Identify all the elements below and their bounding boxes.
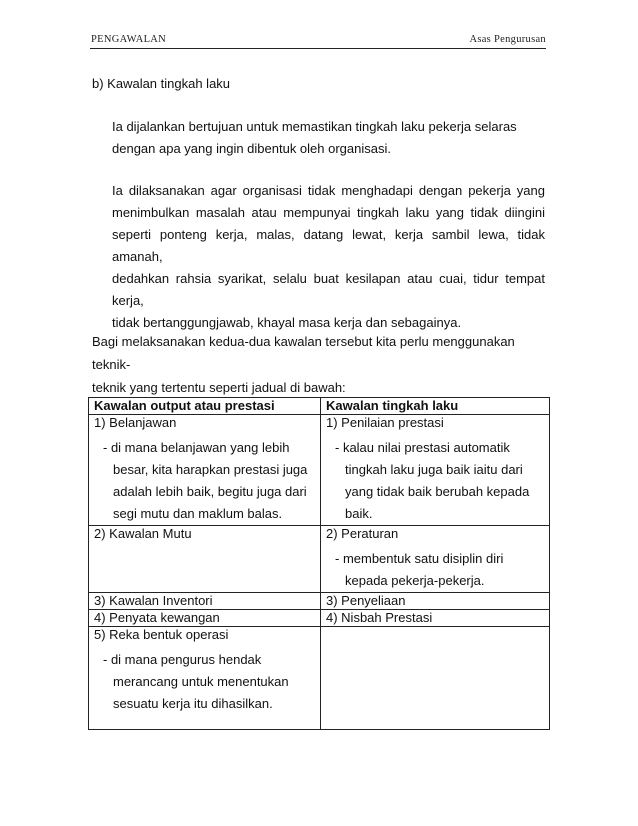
cell-detail xyxy=(326,437,549,525)
paragraph-3 xyxy=(92,330,547,399)
cell-line: sesuatu kerja itu dihasilkan. xyxy=(113,696,273,711)
cell-title: 1) Penilaian prestasi xyxy=(326,415,444,430)
table-header-row xyxy=(89,398,550,415)
cell-line: kepada pekerja-pekerja. xyxy=(345,573,485,588)
cell-line: tingkah laku juga baik iaitu dari xyxy=(345,462,523,477)
cell-detail xyxy=(326,548,549,592)
table-cell: 4) Nisbah Prestasi xyxy=(321,610,550,627)
table-cell xyxy=(321,526,550,593)
table-row xyxy=(89,627,550,730)
cell-title: 2) Kawalan Mutu xyxy=(94,526,192,541)
table-cell xyxy=(321,415,550,526)
column-header: Kawalan output atau prestasi xyxy=(89,398,321,415)
table-row xyxy=(89,610,550,627)
paragraph-2-line: seperti ponteng kerja, malas, datang lewat, kerja sambil lewa, tidak amanah, xyxy=(112,227,545,264)
paragraph-2 xyxy=(112,180,545,334)
table-cell xyxy=(89,526,321,593)
cell-line: segi mutu dan maklum balas. xyxy=(113,506,283,521)
cell-title: 1) Belanjawan xyxy=(94,415,177,430)
paragraph-1-line: dengan apa yang ingin dibentuk oleh organisasi. xyxy=(112,141,391,156)
paragraph-3-line: teknik yang tertentu seperti jadual di bawah: xyxy=(92,380,346,395)
paragraph-1 xyxy=(112,116,542,160)
paragraph-2-line: menimbulkan masalah atau mempunyai tingkah laku yang tidak diingini xyxy=(112,205,545,220)
table-cell xyxy=(89,415,321,526)
table-cell: 3) Penyeliaan xyxy=(321,593,550,610)
cell-line: - kalau nilai prestasi automatik xyxy=(335,440,510,455)
section-title: b) Kawalan tingkah laku xyxy=(92,76,231,91)
cell-line: adalah lebih baik, begitu juga dari xyxy=(113,484,307,499)
cell-line: - di mana pengurus hendak xyxy=(103,652,262,667)
header-right: Asas Pengurusan xyxy=(469,34,546,45)
page-header xyxy=(90,34,546,49)
paragraph-3-line: Bagi melaksanakan kedua-dua kawalan tersebut kita perlu menggunakan teknik- xyxy=(92,334,515,372)
cell-detail xyxy=(94,437,320,525)
cell-title: 5) Reka bentuk operasi xyxy=(94,627,229,642)
table-row xyxy=(89,415,550,526)
header-left: PENGAWALAN xyxy=(91,34,167,45)
table-row xyxy=(89,593,550,610)
column-header: Kawalan tingkah laku xyxy=(321,398,550,415)
cell-line: - membentuk satu disiplin diri xyxy=(335,551,504,566)
paragraph-1-line: Ia dijalankan bertujuan untuk memastikan tingkah laku pekerja selaras xyxy=(112,119,517,134)
cell-line: merancang untuk menentukan xyxy=(113,674,289,689)
cell-line: baik. xyxy=(345,506,373,521)
cell-line: - di mana belanjawan yang lebih xyxy=(103,440,290,455)
paragraph-2-line: dedahkan rahsia syarikat, selalu buat kesilapan atau cuai, tidur tempat kerja, xyxy=(112,271,545,308)
table-cell-empty xyxy=(321,627,550,730)
table-row xyxy=(89,526,550,593)
cell-title: 2) Peraturan xyxy=(326,526,399,541)
control-techniques-table xyxy=(88,397,550,730)
cell-detail xyxy=(94,649,320,715)
paragraph-2-line: Ia dilaksanakan agar organisasi tidak menghadapi dengan pekerja yang xyxy=(112,183,545,198)
table-cell: 3) Kawalan Inventori xyxy=(89,593,321,610)
table-cell xyxy=(89,627,321,730)
table-cell: 4) Penyata kewangan xyxy=(89,610,321,627)
cell-line: besar, kita harapkan prestasi juga xyxy=(113,462,308,477)
cell-line: yang tidak baik berubah kepada xyxy=(345,484,530,499)
paragraph-2-line: tidak bertanggungjawab, khayal masa kerja dan sebagainya. xyxy=(112,315,462,330)
